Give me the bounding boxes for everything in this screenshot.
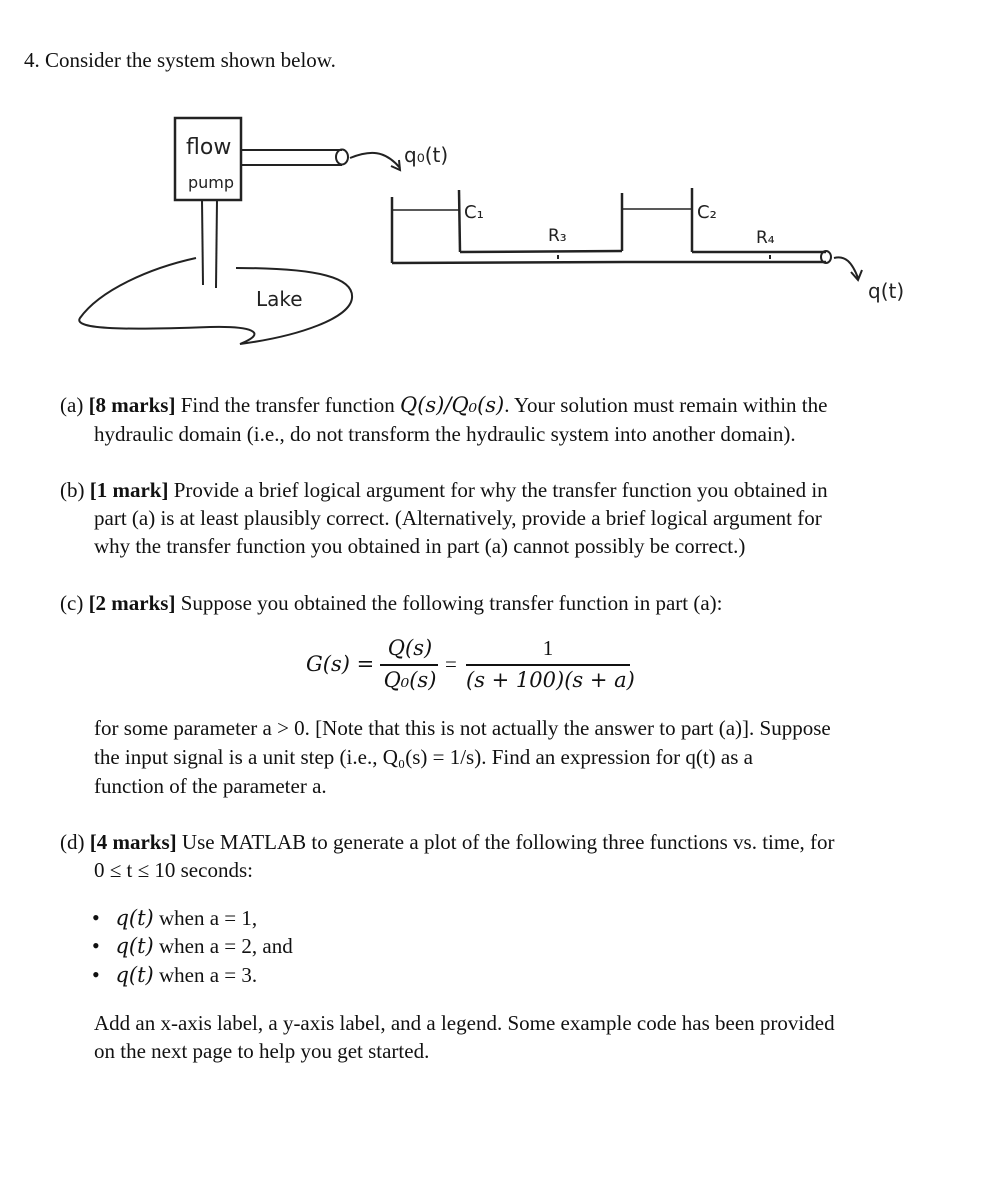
part-b-line1: (b) [1 mark] Provide a brief logical argument for why the transfer function you obtained in <box>60 478 828 502</box>
matlab-word: MATLAB <box>219 830 307 854</box>
question-heading: 4. Consider the system shown below. <box>24 48 336 72</box>
outflow-label: q(t) <box>868 279 905 303</box>
part-b-line2: part (a) is at least plausibly correct. (Alternatively, provide a brief logical argument for <box>94 506 822 530</box>
equation-num2: 1 <box>542 636 554 660</box>
part-b-label: (b) <box>60 478 85 502</box>
equation-equals: = <box>445 652 457 676</box>
part-c-line1: (c) [2 marks] Suppose you obtained the following transfer function in part (a): <box>60 591 723 615</box>
inflow-label: q₀(t) <box>404 143 449 167</box>
part-a-marks: [8 marks] <box>88 393 176 417</box>
part-d-closing2: on the next page to help you get started. <box>94 1039 430 1063</box>
part-d-line2: 0 ≤ t ≤ 10 seconds: <box>94 858 253 882</box>
equation-den2: (s + 100)(s + a) <box>466 668 635 692</box>
part-c-after2: the input signal is a unit step (i.e., Q₀(s) = 1/s). Find an expression for q(t) as a <box>94 745 753 769</box>
part-b-marks: [1 mark] <box>89 478 169 502</box>
lake-label: Lake <box>256 287 303 311</box>
equation-den1: Q₀(s) <box>383 668 437 692</box>
equation-lhs: G(s) = <box>306 652 375 676</box>
part-a-label: (a) <box>60 393 84 417</box>
r3-label: R₃ <box>548 226 567 246</box>
c1-label: C₁ <box>464 202 484 223</box>
bullet-item: • q(t) when a = 3. <box>92 962 258 987</box>
part-d-closing1: Add an x-axis label, a y-axis label, and a legend. Some example code has been provided <box>94 1011 835 1035</box>
part-c-label: (c) <box>60 591 84 615</box>
pump-label-pump: pump <box>188 173 235 192</box>
part-c-after3: function of the parameter a. <box>94 774 327 798</box>
part-a-line2: hydraulic domain (i.e., do not transform the hydraulic system into another domain). <box>94 422 796 446</box>
part-b-line3: why the transfer function you obtained in part (a) cannot possibly be correct.) <box>94 534 746 558</box>
r4-label: R₄ <box>756 228 775 248</box>
part-a-line1: (a) [8 marks] Find the transfer function Q(s)/Q₀(s). Your solution must remain within the <box>60 393 828 417</box>
part-d-line1: (d) [4 marks] Use MATLAB to generate a plot of the following three functions vs. time, for <box>60 830 835 854</box>
part-a-math: Q(s)/Q₀(s) <box>400 393 505 417</box>
hydraulic-system-figure <box>0 0 1000 370</box>
pump-label-flow: flow <box>186 135 232 160</box>
c2-label: C₂ <box>697 202 717 223</box>
part-c-marks: [2 marks] <box>88 591 176 615</box>
equation-num1: Q(s) <box>387 636 433 660</box>
bullet-item: • q(t) when a = 2, and <box>92 933 293 958</box>
bullet-item: • q(t) when a = 1, <box>92 905 258 930</box>
part-c-after1: for some parameter a > 0. [Note that this is not actually the answer to part (a)]. Suppose <box>94 716 831 740</box>
part-d-marks: [4 marks] <box>89 830 177 854</box>
part-d-label: (d) <box>60 830 85 854</box>
